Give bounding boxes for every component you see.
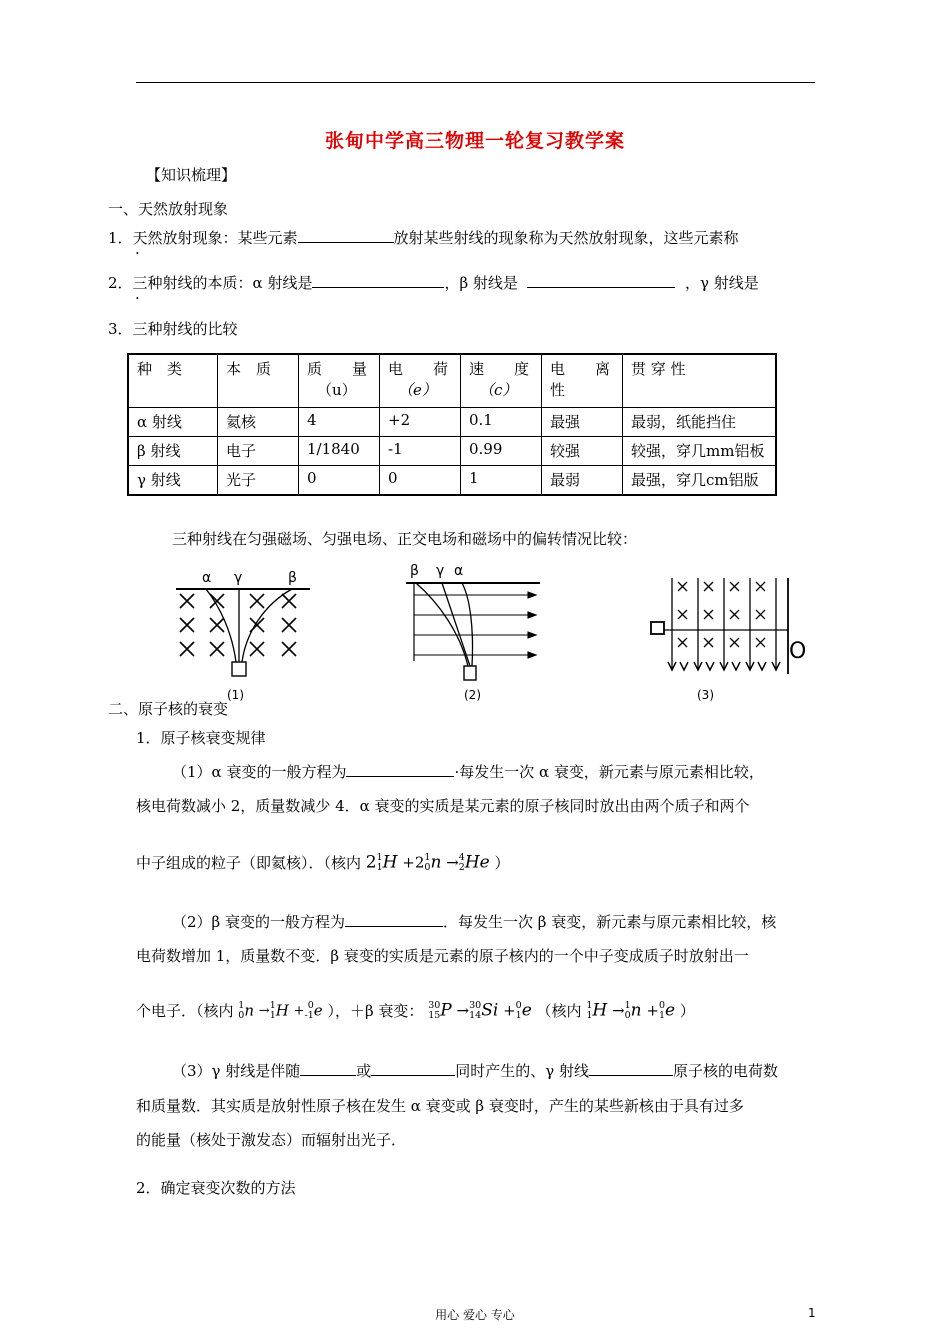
source-box	[464, 666, 476, 680]
page-number: 1	[808, 1306, 816, 1320]
table-cell: β 射线	[128, 437, 218, 466]
alpha-core-equation: 2 1 1 H +2 1 0 n → 4 2 He	[365, 851, 490, 873]
table-cell: 最强	[542, 408, 623, 437]
table-header-row	[128, 354, 776, 408]
fig1-label-alpha: α	[202, 570, 212, 586]
table-cell: -1	[380, 437, 461, 466]
field-cross-marks	[678, 582, 765, 647]
table-header-cell: 质 量 （u）	[299, 354, 380, 408]
footer-slogan: 用心 爱心 专心	[435, 1308, 515, 1322]
item-1	[108, 227, 739, 248]
fig2-caption: (2)	[464, 688, 481, 702]
source-box	[232, 662, 246, 676]
table-cell: γ 射线	[128, 466, 218, 496]
table-cell: 0	[299, 466, 380, 496]
blank-gamma-3[interactable]	[589, 1061, 673, 1076]
item-2-text-a: 2．三种射线的本质：α 射线是	[108, 274, 313, 292]
positive-beta-equation: 30 15 P → 30 14 Si + 0 1 e	[428, 999, 532, 1021]
positive-beta-core-equation: 1 1 H → 1 0 n + 0 1 e	[586, 999, 676, 1021]
table-cell: 1/1840	[299, 437, 380, 466]
table-cell: 较强，穿几mm铝板	[623, 437, 777, 466]
table-cell: 1	[461, 466, 542, 496]
ray-comparison-table	[127, 353, 777, 496]
figure-crossed-fields	[648, 574, 813, 684]
table-row	[128, 466, 776, 496]
table-cell: 0.99	[461, 437, 542, 466]
fig2-label-gamma: γ	[436, 563, 445, 579]
item-1-text-a: 1．天然放射现象：某些元素	[108, 229, 298, 247]
subsection-2: 2．确定衰变次数的方法	[136, 1179, 296, 1197]
table-cell: 0	[380, 466, 461, 496]
item-2-text-b: ，β 射线是	[444, 274, 518, 292]
blank-alpha-eq[interactable]	[346, 762, 454, 777]
table-cell: 光子	[218, 466, 299, 496]
compare-text: 三种射线在匀强磁场、匀强电场、正交电场和磁场中的偏转情况比较：	[172, 530, 638, 548]
table-cell: α 射线	[128, 408, 218, 437]
table-header-cell: 本 质	[218, 354, 299, 408]
para-alpha-2: 核电荷数减小 2，质量数减少 4．α 衰变的实质是某元素的原子核同时放出由两个质子和两个	[136, 797, 750, 815]
figure-magnetic-field	[170, 562, 315, 684]
subsection-1: 1．原子核衰变规律	[136, 729, 266, 747]
table-header-cell: 速 度 （c）	[461, 354, 542, 408]
para-gamma-2: 和质量数．其实质是放射性原子核在发生 α 衰变或 β 衰变时，产生的某些新核由于具有过多	[136, 1097, 744, 1115]
blank-2[interactable]	[312, 273, 444, 288]
dot-1: ·	[135, 244, 140, 262]
blank-1[interactable]	[298, 228, 394, 243]
source-box	[651, 622, 664, 634]
para-beta-3: 个电子．（核内 1 0 n → 1 1 H + 0 -1 e ），＋β 衰变： 30 15 P → 30 14 Si + 0 1 e （核内 1 1 H → 1 0 n + 0 1 e ）	[136, 999, 695, 1021]
table-header-cell: 电 荷 （e）	[380, 354, 461, 408]
section-tag: 【知识梳理】	[146, 166, 237, 184]
para-beta-1: （2）β 衰变的一般方程为 ．每发生一次 β 衰变，新元素与原元素相比较，核	[172, 913, 777, 931]
fig1-label-beta: β	[288, 570, 297, 586]
table-cell: 4	[299, 408, 380, 437]
blank-gamma-1[interactable]	[300, 1061, 356, 1076]
dot-2: ·	[135, 289, 140, 307]
figure-electric-field	[404, 558, 544, 686]
table-cell: 最弱，纸能挡住	[623, 408, 777, 437]
fig1-caption: (1)	[227, 688, 244, 702]
table-cell: 最强，穿几cm铝版	[623, 466, 777, 496]
fig2-label-beta: β	[410, 563, 419, 579]
table-cell: 最弱	[542, 466, 623, 496]
table-header-cell: 贯 穿 性	[623, 354, 777, 408]
blank-beta-eq[interactable]	[345, 912, 443, 927]
para-gamma-1: （3）γ 射线是伴随 或 同时产生的、γ 射线 原子核的电荷数	[172, 1062, 779, 1080]
table-header-cell: 种 类	[128, 354, 218, 408]
table-cell: 电子	[218, 437, 299, 466]
header-rule	[136, 82, 815, 83]
table-cell: 氦核	[218, 408, 299, 437]
field-arrows	[414, 592, 536, 658]
item-2	[108, 272, 759, 293]
para-alpha-1: （1）α 衰变的一般方程为 ·每发生一次 α 衰变，新元素与原元素相比较，	[172, 763, 764, 781]
table-cell: 较强	[542, 437, 623, 466]
table-row	[128, 408, 776, 437]
para-gamma-3: 的能量（核处于激发态）而辐射出光子．	[136, 1131, 407, 1149]
item-3: 3．三种射线的比较	[108, 320, 238, 338]
item-1-text-b: 放射某些射线的现象称为天然放射现象，这些元素称	[393, 229, 739, 247]
page-title: 张甸中学高三物理一轮复习教学案	[324, 130, 625, 152]
para-alpha-3: 中子组成的粒子（即氦核）．（核内 2 1 1 H +2 1 0 n → 4 2 He ）	[136, 851, 510, 873]
item-2-text-c: ，γ 射线是	[685, 274, 759, 292]
fig1-label-gamma: γ	[234, 570, 243, 586]
fig3-caption: (3)	[697, 688, 714, 702]
beta-core-equation: 1 0 n → 1 1 H + 0 -1 e	[238, 999, 323, 1021]
blank-gamma-2[interactable]	[371, 1061, 455, 1076]
section-heading-1: 一、天然放射现象	[108, 200, 229, 218]
table-cell: +2	[380, 408, 461, 437]
field-cross-marks	[180, 594, 296, 656]
table-cell: 0.1	[461, 408, 542, 437]
table-header-cell: 电 离 性	[542, 354, 623, 408]
fig3-label-o: O	[789, 639, 807, 664]
blank-3[interactable]	[527, 273, 675, 288]
fig2-label-alpha: α	[454, 563, 464, 579]
para-beta-2: 电荷数增加 1，质量数不变．β 衰变的实质是元素的原子核内的一个中子变成质子时放射出一	[136, 947, 749, 965]
table-row	[128, 437, 776, 466]
section-heading-2: 二、原子核的衰变	[108, 700, 229, 718]
